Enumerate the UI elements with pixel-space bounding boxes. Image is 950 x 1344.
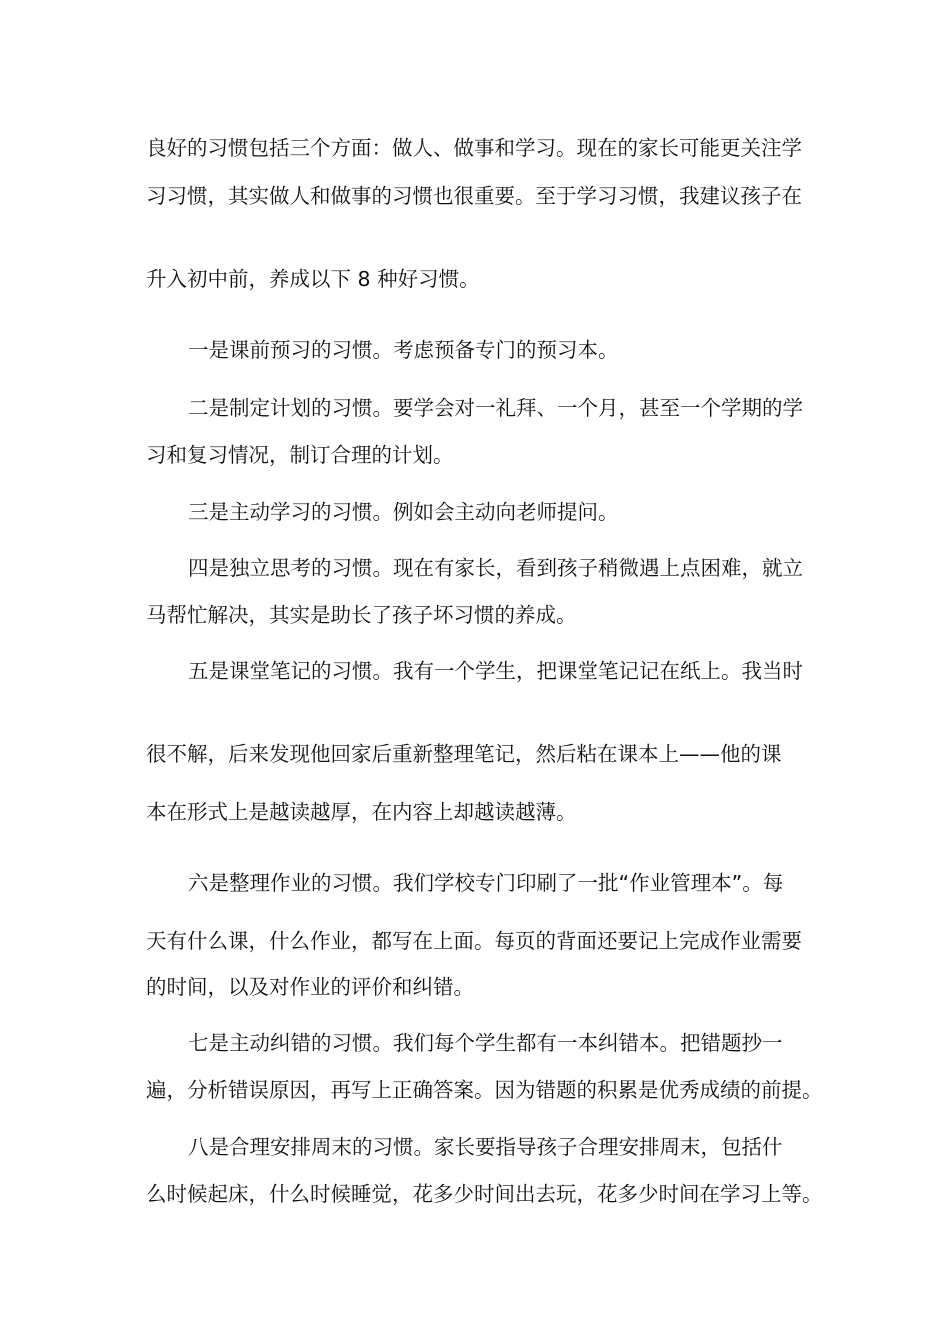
paragraph-line: 的时间，以及对作业的评价和纠错。 <box>146 975 474 999</box>
paragraph-line: 八是合理安排周末的习惯。家长要指导孩子合理安排周末，包括什 <box>188 1135 783 1159</box>
paragraph-line: 二是制定计划的习惯。要学会对一礼拜、一个月，甚至一个学期的学 <box>188 396 803 420</box>
paragraph-line: 习和复习情况，制订合理的计划。 <box>146 443 454 467</box>
paragraph-line: 四是独立思考的习惯。现在有家长，看到孩子稍微遇上点困难，就立 <box>188 556 803 580</box>
paragraph-line: 良好的习惯包括三个方面：做人、做事和学习。现在的家长可能更关注学 <box>146 136 802 160</box>
paragraph-line: 本在形式上是越读越厚，在内容上却越读越薄。 <box>146 800 577 824</box>
paragraph-line: 天有什么课，什么作业，都写在上面。每页的背面还要记上完成作业需要 <box>146 929 802 953</box>
paragraph-line: 很不解，后来发现他回家后重新整理笔记，然后粘在课本上——他的课 <box>146 742 782 766</box>
paragraph-line: 么时候起床，什么时候睡觉，花多少时间出去玩，花多少时间在学习上等。 <box>146 1182 823 1206</box>
paragraph-line: 六是整理作业的习惯。我们学校专门印刷了一批“作业管理本”。每 <box>188 871 784 895</box>
paragraph-line: 三是主动学习的习惯。例如会主动向老师提问。 <box>188 500 619 524</box>
paragraph-line: 升入初中前，养成以下 8 种好习惯。 <box>146 267 480 291</box>
paragraph-line: 遍，分析错误原因，再写上正确答案。因为错题的积累是优秀成绩的前提。 <box>146 1078 823 1102</box>
paragraph-line: 一是课前预习的习惯。考虑预备专门的预习本。 <box>188 338 619 362</box>
paragraph-line: 七是主动纠错的习惯。我们每个学生都有一本纠错本。把错题抄一 <box>188 1031 783 1055</box>
paragraph-line: 五是课堂笔记的习惯。我有一个学生，把课堂笔记记在纸上。我当时 <box>188 659 803 683</box>
paragraph-line: 习习惯，其实做人和做事的习惯也很重要。至于学习习惯，我建议孩子在 <box>146 184 802 208</box>
paragraph-line: 马帮忙解决，其实是助长了孩子坏习惯的养成。 <box>146 603 577 627</box>
